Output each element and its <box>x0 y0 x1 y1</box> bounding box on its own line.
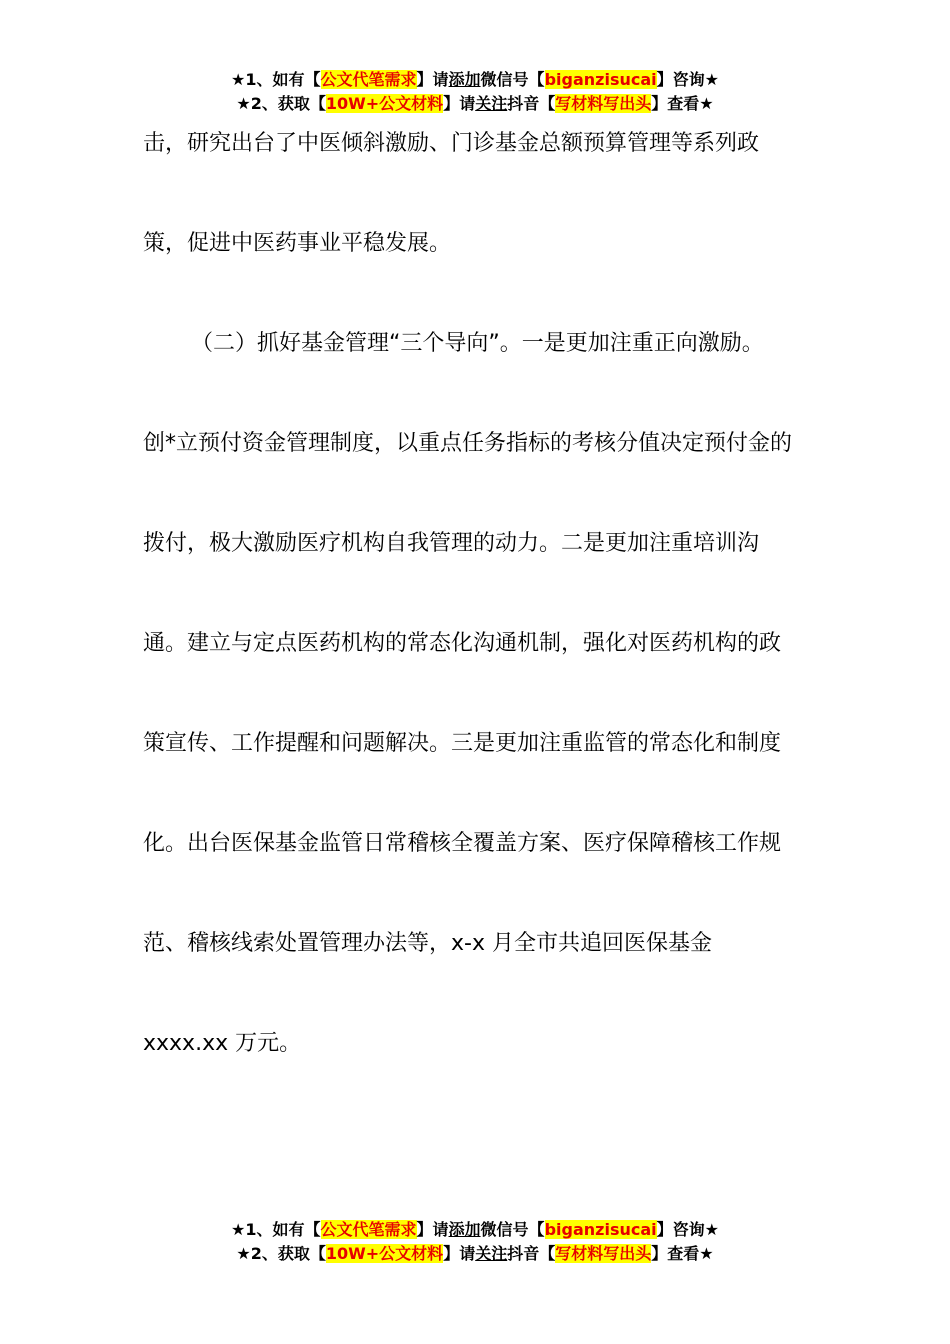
underlined-add: 添加 <box>448 1220 481 1239</box>
banner-line-1: ★1、如有【公文代笔需求】请添加微信号【biganzisucai】咨询★ <box>231 1220 719 1239</box>
underlined-follow: 关注 <box>475 94 508 113</box>
paragraph-line: 策，促进中医药事业平稳发展。 <box>143 231 452 256</box>
highlight-materials: 10W+公文材料 <box>325 1244 444 1263</box>
paragraph-line: 拨付，极大激励医疗机构自我管理的动力。二是更加注重培训沟 <box>143 531 760 556</box>
highlight-service: 公文代笔需求 <box>320 70 417 89</box>
highlight-douyin-account: 写材料写出头 <box>555 1244 652 1263</box>
paragraph-line: 通。建立与定点医药机构的常态化沟通机制，强化对医药机构的政 <box>143 631 782 656</box>
banner-line-1: ★1、如有【公文代笔需求】请添加微信号【biganzisucai】咨询★ <box>231 70 719 89</box>
banner-line-2: ★2、获取【10W+公文材料】请关注抖音【写材料写出头】查看★ <box>236 94 714 113</box>
highlight-materials: 10W+公文材料 <box>325 94 444 113</box>
paragraph-line: 策宣传、工作提醒和问题解决。三是更加注重监管的常态化和制度 <box>143 731 782 756</box>
section-heading-line: （二）抓好基金管理“三个导向”。一是更加注重正向激励。 <box>191 331 764 356</box>
highlight-service: 公文代笔需求 <box>320 1220 417 1239</box>
paragraph-line: 化。出台医保基金监管日常稽核全覆盖方案、医疗保障稽核工作规 <box>143 831 782 856</box>
paragraph-line: 击，研究出台了中医倾斜激励、门诊基金总额预算管理等系列政 <box>143 131 760 156</box>
highlight-douyin-account: 写材料写出头 <box>555 94 652 113</box>
paragraph-line: 创*立预付资金管理制度，以重点任务指标的考核分值决定预付金的 <box>143 431 793 456</box>
footer-banner <box>0 1218 950 1266</box>
underlined-follow: 关注 <box>475 1244 508 1263</box>
highlight-wechat-id: biganzisucai <box>544 70 657 89</box>
header-banner <box>0 68 950 116</box>
paragraph-line: xxxx.xx 万元。 <box>143 1031 302 1056</box>
paragraph-line: 范、稽核线索处置管理办法等，x-x 月全市共追回医保基金 <box>143 931 712 956</box>
highlight-wechat-id: biganzisucai <box>544 1220 657 1239</box>
underlined-add: 添加 <box>448 70 481 89</box>
banner-line-2: ★2、获取【10W+公文材料】请关注抖音【写材料写出头】查看★ <box>236 1244 714 1263</box>
